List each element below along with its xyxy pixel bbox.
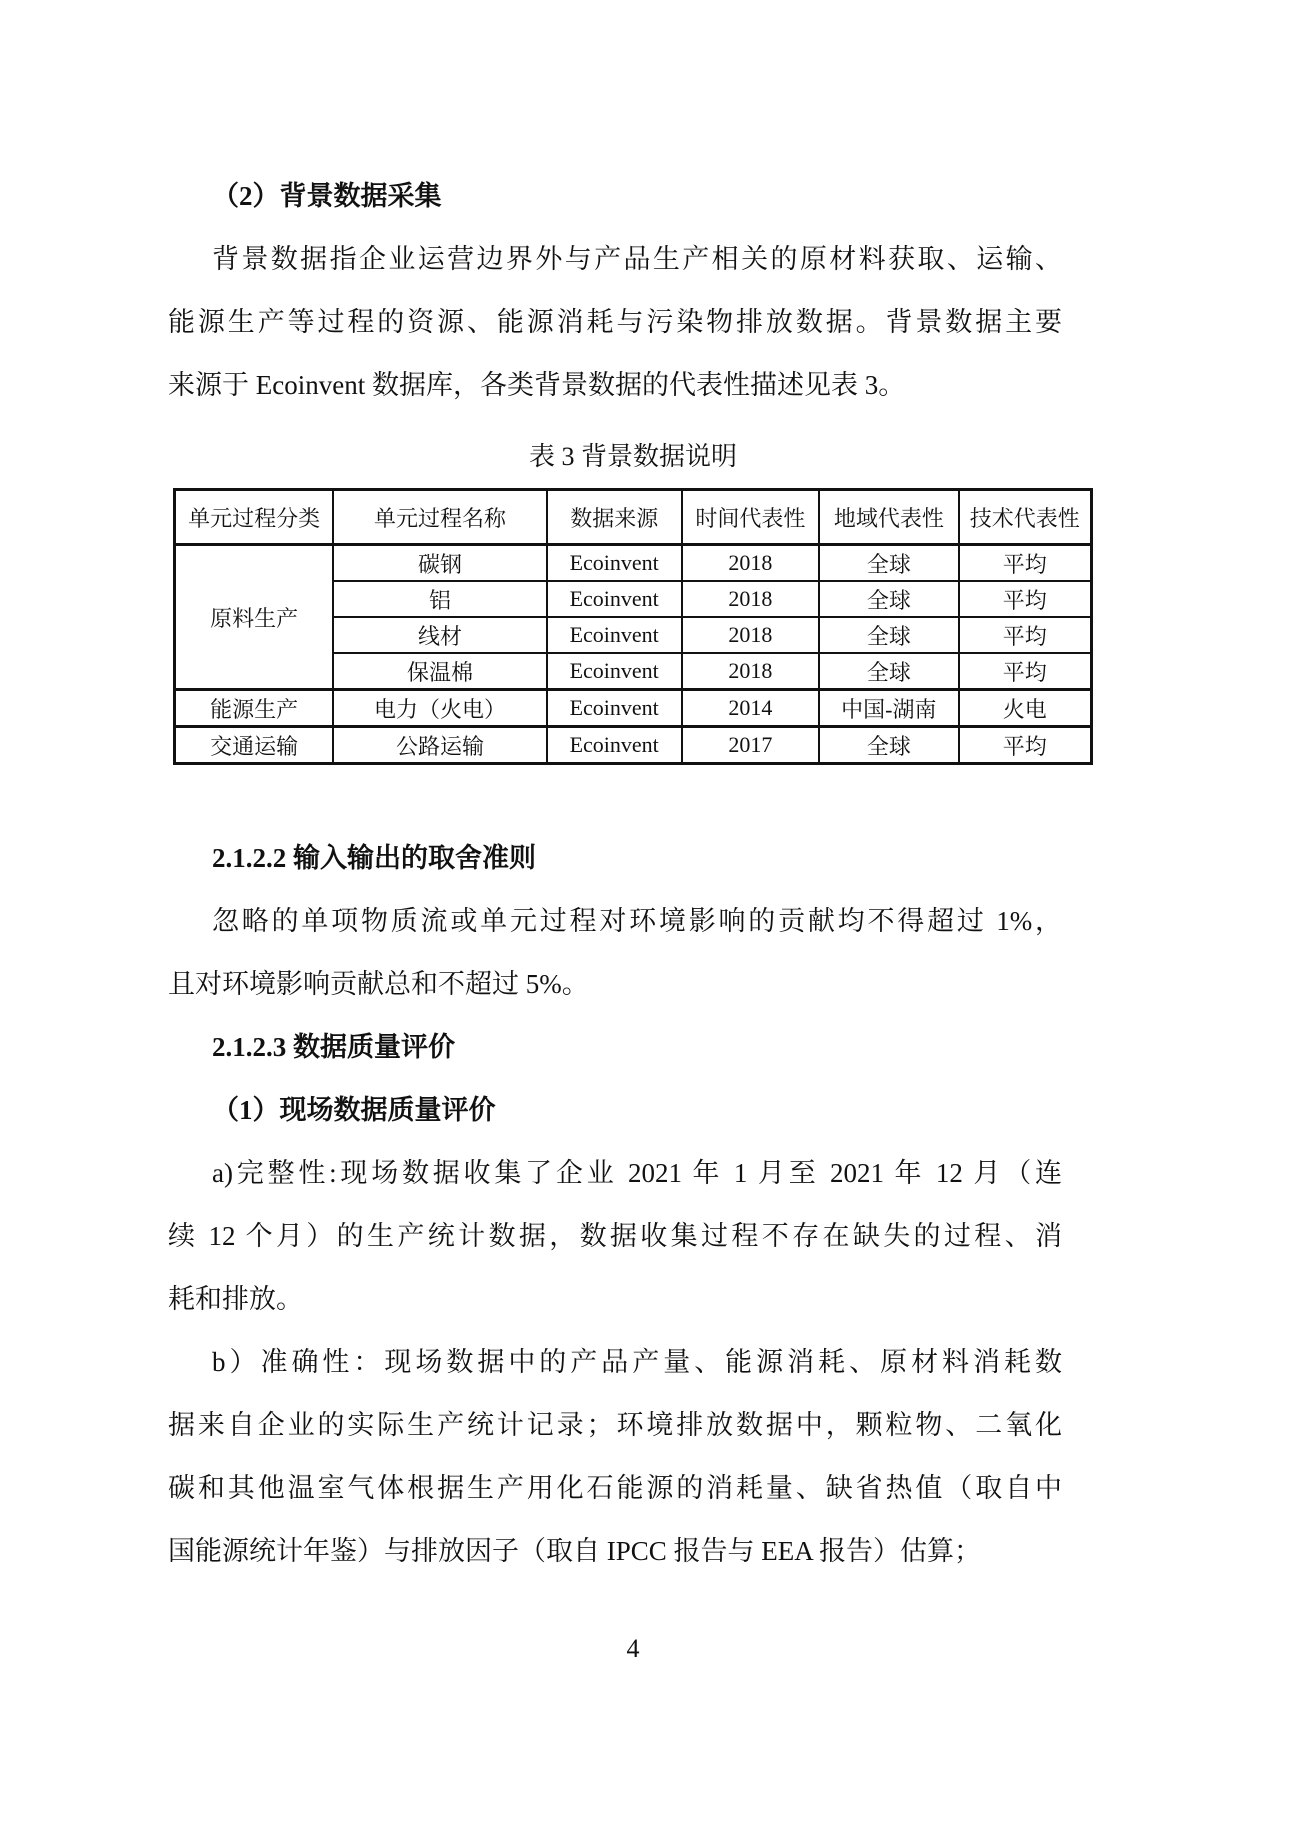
cell-data-source: Ecoinvent <box>547 617 682 653</box>
cell-process-name: 电力（火电） <box>333 690 547 727</box>
cell-time-rep: 2018 <box>682 617 820 653</box>
header-cell-region-rep: 地域代表性 <box>819 490 958 545</box>
cell-process-name: 保温棉 <box>333 653 547 690</box>
cell-tech-rep: 平均 <box>959 545 1092 582</box>
cell-region-rep: 中国-湖南 <box>819 690 958 727</box>
paragraph-line: 忽略的单项物质流或单元过程对环境影响的贡献均不得超过 1%， <box>212 906 1062 936</box>
table-header-row <box>175 490 1092 545</box>
cell-time-rep: 2018 <box>682 545 820 582</box>
header-cell-process-name: 单元过程名称 <box>333 490 547 545</box>
cell-category: 原料生产 <box>175 545 334 690</box>
cell-region-rep: 全球 <box>819 727 958 764</box>
header-cell-process-category: 单元过程分类 <box>175 490 334 545</box>
paragraph-line: 碳和其他温室气体根据生产用化石能源的消耗量、缺省热值（取自中 <box>168 1473 1062 1503</box>
cell-category: 能源生产 <box>175 690 334 727</box>
page-number: 4 <box>626 1634 640 1663</box>
paragraph-line: 背景数据指企业运营边界外与产品生产相关的原材料获取、运输、 <box>212 244 1062 274</box>
heading-cutoff-criteria: 2.1.2.2 输入输出的取舍准则 <box>212 843 536 873</box>
cell-category: 交通运输 <box>175 727 334 764</box>
heading-background-data-collection: （2）背景数据采集 <box>212 181 442 211</box>
paragraph-line: 据来自企业的实际生产统计记录；环境排放数据中，颗粒物、二氧化 <box>168 1410 1062 1440</box>
cell-data-source: Ecoinvent <box>547 727 682 764</box>
table-row <box>175 690 1092 727</box>
cell-data-source: Ecoinvent <box>547 653 682 690</box>
paragraph-line: 来源于 Ecoinvent 数据库，各类背景数据的代表性描述见表 3。 <box>168 370 906 400</box>
cell-tech-rep: 平均 <box>959 581 1092 617</box>
cell-tech-rep: 平均 <box>959 617 1092 653</box>
cell-tech-rep: 火电 <box>959 690 1092 727</box>
header-cell-time-rep: 时间代表性 <box>682 490 820 545</box>
paragraph-line: a)完整性:现场数据收集了企业 2021 年 1 月至 2021 年 12 月（连 <box>212 1158 1062 1188</box>
paragraph-line: 且对环境影响贡献总和不超过 5%。 <box>168 969 589 999</box>
cell-region-rep: 全球 <box>819 581 958 617</box>
table-caption: 表 3 背景数据说明 <box>528 442 737 471</box>
cell-process-name: 公路运输 <box>333 727 547 764</box>
heading-data-quality-evaluation: 2.1.2.3 数据质量评价 <box>212 1032 455 1062</box>
cell-data-source: Ecoinvent <box>547 545 682 582</box>
cell-region-rep: 全球 <box>819 617 958 653</box>
paragraph-line: 续 12 个月）的生产统计数据，数据收集过程不存在缺失的过程、消 <box>168 1221 1062 1251</box>
cell-time-rep: 2018 <box>682 653 820 690</box>
cell-time-rep: 2018 <box>682 581 820 617</box>
cell-time-rep: 2014 <box>682 690 820 727</box>
body-text-column <box>168 827 1062 1583</box>
cell-region-rep: 全球 <box>819 545 958 582</box>
paragraph-line: 耗和排放。 <box>168 1284 303 1314</box>
cell-tech-rep: 平均 <box>959 653 1092 690</box>
cell-region-rep: 全球 <box>819 653 958 690</box>
body-text-column <box>168 165 1062 417</box>
paragraph-line: b）准确性：现场数据中的产品产量、能源消耗、原材料消耗数 <box>212 1347 1062 1377</box>
cell-data-source: Ecoinvent <box>547 690 682 727</box>
cell-process-name: 碳钢 <box>333 545 547 582</box>
cell-process-name: 铝 <box>333 581 547 617</box>
cell-data-source: Ecoinvent <box>547 581 682 617</box>
background-data-table <box>173 488 1093 765</box>
paragraph-line: 国能源统计年鉴）与排放因子（取自 IPCC 报告与 EEA 报告）估算； <box>168 1536 982 1566</box>
table-row <box>175 545 1092 582</box>
cell-process-name: 线材 <box>333 617 547 653</box>
cell-time-rep: 2017 <box>682 727 820 764</box>
heading-field-data-quality: （1）现场数据质量评价 <box>212 1095 496 1125</box>
table-row <box>175 727 1092 764</box>
header-cell-tech-rep: 技术代表性 <box>959 490 1092 545</box>
header-cell-data-source: 数据来源 <box>547 490 682 545</box>
cell-tech-rep: 平均 <box>959 727 1092 764</box>
paragraph-line: 能源生产等过程的资源、能源消耗与污染物排放数据。背景数据主要 <box>168 307 1062 337</box>
